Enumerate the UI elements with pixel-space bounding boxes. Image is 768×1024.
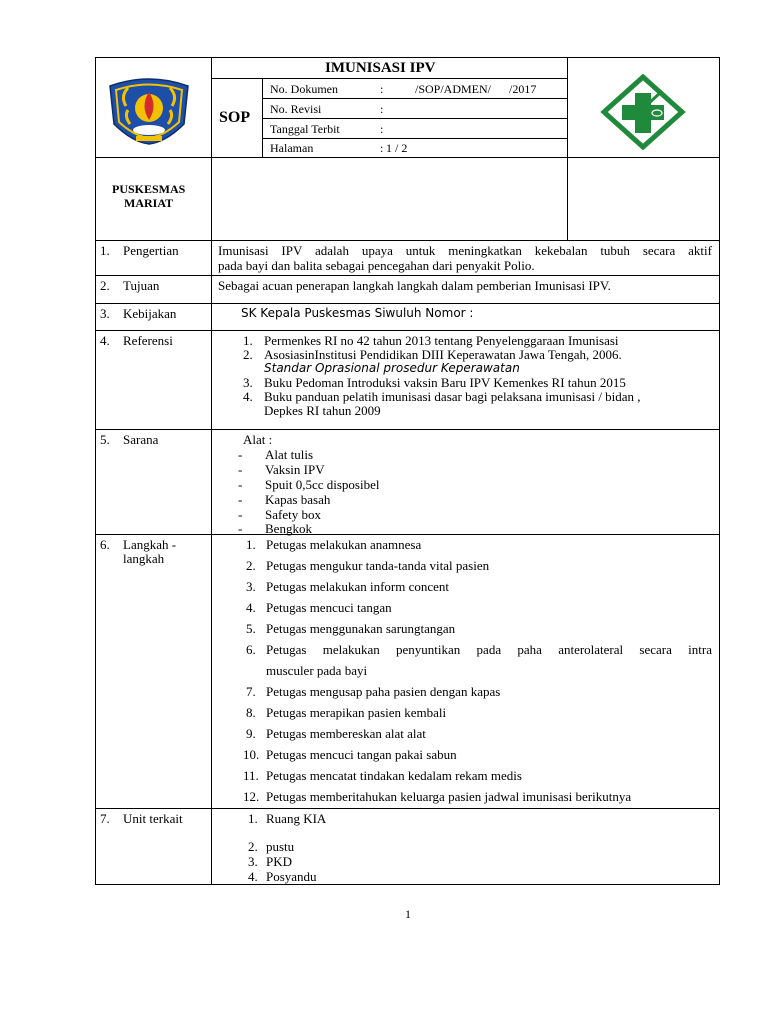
list-number: 2.: [246, 558, 256, 573]
list-item: Petugas melakukan anamnesa: [266, 537, 422, 552]
list-number: 3.: [246, 579, 256, 594]
meta-sep: :: [380, 102, 384, 116]
list-number: 2.: [243, 347, 253, 362]
list-item: Petugas merapikan pasien kembali: [266, 705, 447, 720]
list-number: 6.: [246, 642, 256, 657]
list-number: 9.: [246, 726, 256, 741]
list-item-continuation: Depkes RI tahun 2009: [264, 403, 381, 418]
list-item: Petugas menggunakan sarungtangan: [266, 621, 456, 636]
list-item: Buku Pedoman Introduksi vaksin Baru IPV Kemenkes RI tahun 2015: [264, 375, 626, 390]
list-number: 4.: [246, 600, 256, 615]
list-item: Spuit 0,5cc disposibel: [265, 477, 380, 492]
meta-value: 1 / 2: [386, 141, 408, 155]
list-item: Permenkes RI no 42 tahun 2013 tentang Penyelenggaraan Imunisasi: [264, 333, 619, 348]
list-bullet: -: [238, 507, 243, 522]
meta-sep: :: [380, 141, 384, 155]
section-label: Pengertian: [123, 243, 179, 258]
list-item: Ruang KIA: [266, 811, 327, 826]
list-number: 1.: [246, 537, 256, 552]
list-number: 2.: [248, 839, 258, 854]
list-number: 12.: [243, 789, 260, 804]
regional-emblem-logo: [106, 76, 192, 146]
list-number: 10.: [243, 747, 260, 762]
list-number: 8.: [246, 705, 256, 720]
list-item: Petugas mencatat tindakan kedalam rekam medis: [266, 768, 522, 783]
sop-label: SOP: [219, 109, 251, 126]
page-number: 1: [405, 907, 411, 921]
list-item: Petugas melakukan penyuntikan pada paha anterolateral secara intra: [266, 642, 712, 657]
section-label: Langkah -: [123, 537, 177, 552]
list-item: Petugas mengusap paha pasien dengan kapas: [266, 684, 501, 699]
list-item: Alat tulis: [265, 447, 314, 462]
meta-label: Halaman: [270, 141, 314, 155]
section-number: 3.: [100, 306, 110, 321]
list-item: pustu: [266, 839, 295, 854]
meta-sep: :: [380, 122, 384, 136]
org-name-line2: MARIAT: [124, 196, 174, 210]
section-label: langkah: [123, 551, 165, 566]
section-number: 4.: [100, 333, 110, 348]
list-item: Petugas memberitahukan keluarga pasien jadwal imunisasi berikutnya: [266, 789, 632, 804]
meta-label: Tanggal Terbit: [270, 122, 340, 136]
list-item: Kapas basah: [265, 492, 331, 507]
list-item: Buku panduan pelatih imunisasi dasar bagi pelaksana imunisasi / bidan ,: [264, 389, 641, 404]
list-bullet: -: [238, 447, 243, 462]
puskesmas-logo: [600, 73, 686, 151]
list-number: 4.: [248, 869, 258, 884]
section-label: Kebijakan: [123, 306, 177, 321]
list-number: 3.: [243, 375, 253, 390]
list-bullet: -: [238, 521, 243, 536]
list-item: Petugas mengukur tanda-tanda vital pasien: [266, 558, 490, 573]
list-item: Petugas membereskan alat alat: [266, 726, 426, 741]
meta-label: No. Dokumen: [270, 82, 338, 96]
meta-value: /SOP/ADMEN/ /2017: [415, 82, 537, 96]
tujuan-text: Sebagai acuan penerapan langkah langkah dalam pemberian Imunisasi IPV.: [218, 278, 611, 293]
kebijakan-text: SK Kepala Puskesmas Siwuluh Nomor :: [241, 306, 474, 320]
pengertian-text-line2: pada bayi dan balita sebagai pencegahan dari penyakit Polio.: [218, 258, 535, 273]
list-item: Bengkok: [265, 521, 312, 536]
meta-sep: :: [380, 82, 384, 96]
list-item-continuation: Standar Oprasional prosedur Keperawatan: [264, 361, 520, 375]
list-item-continuation: musculer pada bayi: [266, 663, 368, 678]
list-item: Posyandu: [266, 869, 317, 884]
document-title: IMUNISASI IPV: [325, 60, 436, 76]
list-number: 4.: [243, 389, 253, 404]
sarana-heading: Alat :: [243, 432, 273, 447]
section-label: Sarana: [123, 432, 159, 447]
section-label: Tujuan: [123, 278, 160, 293]
list-number: 11.: [243, 768, 259, 783]
list-number: 1.: [243, 333, 253, 348]
section-number: 5.: [100, 432, 110, 447]
list-item: Safety box: [265, 507, 321, 522]
org-name-line1: PUSKESMAS: [112, 182, 186, 196]
section-number: 6.: [100, 537, 110, 552]
list-item: Vaksin IPV: [265, 462, 325, 477]
pengertian-text-line1: Imunisasi IPV adalah upaya untuk meningkatkan kekebalan tubuh secara aktif: [218, 243, 712, 258]
section-number: 7.: [100, 811, 110, 826]
list-item: Petugas melakukan inform concent: [266, 579, 450, 594]
section-number: 2.: [100, 278, 110, 293]
meta-label: No. Revisi: [270, 102, 322, 116]
section-label: Unit terkait: [123, 811, 183, 826]
list-item: Petugas mencuci tangan: [266, 600, 392, 615]
list-item: AsosiasinInstitusi Pendidikan DIII Keperawatan Jawa Tengah, 2006.: [264, 347, 622, 362]
list-bullet: -: [238, 477, 243, 492]
section-label: Referensi: [123, 333, 173, 348]
list-number: 7.: [246, 684, 256, 699]
list-item: PKD: [266, 854, 293, 869]
section-number: 1.: [100, 243, 110, 258]
list-number: 5.: [246, 621, 256, 636]
list-bullet: -: [238, 462, 243, 477]
list-number: 1.: [248, 811, 258, 826]
list-item: Petugas mencuci tangan pakai sabun: [266, 747, 457, 762]
list-bullet: -: [238, 492, 243, 507]
list-number: 3.: [248, 854, 258, 869]
